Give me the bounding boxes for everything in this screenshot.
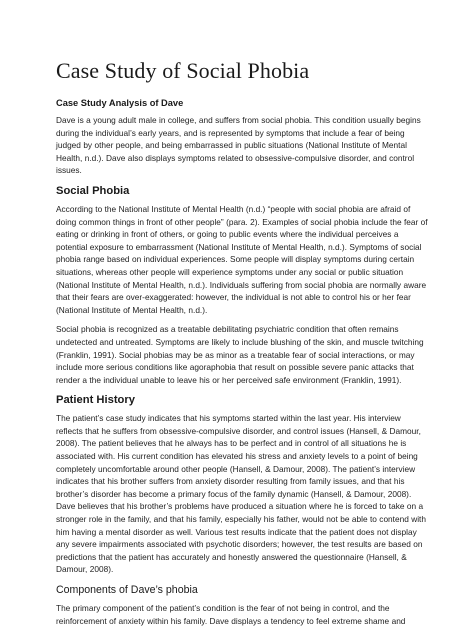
document-title: Case Study of Social Phobia bbox=[56, 58, 310, 83]
section-components bbox=[56, 583, 428, 627]
section-patient-history bbox=[56, 393, 428, 576]
paragraph: According to the National Institute of Mental Health (n.d.) “people with social phobia are afraid of doing common things in front of other people” (para. 2). Examples of social phobia include the fear of eating or drinking in front of others, or going to public events where the individual perceives a potential exposure to embarrassment (National Institute of Mental Health, n.d.). Symptoms of social phobia range based on individual experiences. Some people will display symptoms during certain situations, whereas other people will experience symptoms under any social or public situation (National Institute of Mental Health, n.d.). Individuals suffering from social phobia are normally aware that their fears are over-exaggerated: however, the individual is not able to control his or her fear (National Institute of Mental Health, n.d.). bbox=[56, 203, 428, 315]
paragraph: The primary component of the patient’s condition is the fear of not being in control, and the reinforcement of anxiety within his family. Dave displays a tendency to feel extreme shame and bbox=[56, 603, 406, 626]
paragraph: Social phobia is recognized as a treatable debilitating psychiatric condition that often remains undetected and untreated. Symptoms are likely to include blushing of the skin, and muscle twitching (Franklin, 1991). Social phobias may be as minor as a treatable fear of social interactions, or may include more serious conditions like agoraphobia that result on possible severe panic attacks that render a the individual unable to leave his or her perceived safe environment (Franklin, 1991). bbox=[56, 324, 424, 385]
section-case-study-analysis bbox=[56, 97, 428, 177]
section-heading: Social Phobia bbox=[56, 184, 130, 197]
paragraph: Dave is a young adult male in college, and suffers from social phobia. This condition usually begins during the individual’s early years, and is represented by symptoms that include a fear of being judged by other people, and being embarrassed in public situations (National Institute of Mental Health, n.d.). Dave also displays symptoms related to obsessive-compulsive disorder, and control issues. bbox=[56, 115, 421, 176]
section-social-phobia bbox=[56, 184, 428, 386]
section-heading: Patient History bbox=[56, 394, 135, 407]
section-heading: Components of Dave’s phobia bbox=[56, 584, 198, 596]
paragraph: The patient’s case study indicates that his symptoms started within the last year. His interview reflects that he suffers from obsessive-compulsive disorder, and control issues (Hansell, & Damour, 2008). The patient believes that he always has to be perfect and in control of all situations he is associated with. His current condition has elevated his stress and anxiety levels to a point of being completely uncomfortable around other people (Hansell, & Damour, 2008). The patient’s interview indicates that his brother suffers from anxiety disorder resulting from family issues, and that his brother’s disorder has become a primary focus of the family dynamic (Hansell, & Damour, 2008). Dave believes that his brother’s problems have produced a situation where he is forced to take on a stronger role in the family, and that his family, especially his father, would not be able to contend with him having a mental disorder as well. Various test results indicate that the patient does not display any severe impairments associated with psychotic disorders; however, the test results are based on predictions that the patient has accurately and honestly answered the questionnaire (Hansell, & Damour, 2008). bbox=[56, 413, 426, 575]
section-heading: Case Study Analysis of Dave bbox=[56, 98, 184, 108]
